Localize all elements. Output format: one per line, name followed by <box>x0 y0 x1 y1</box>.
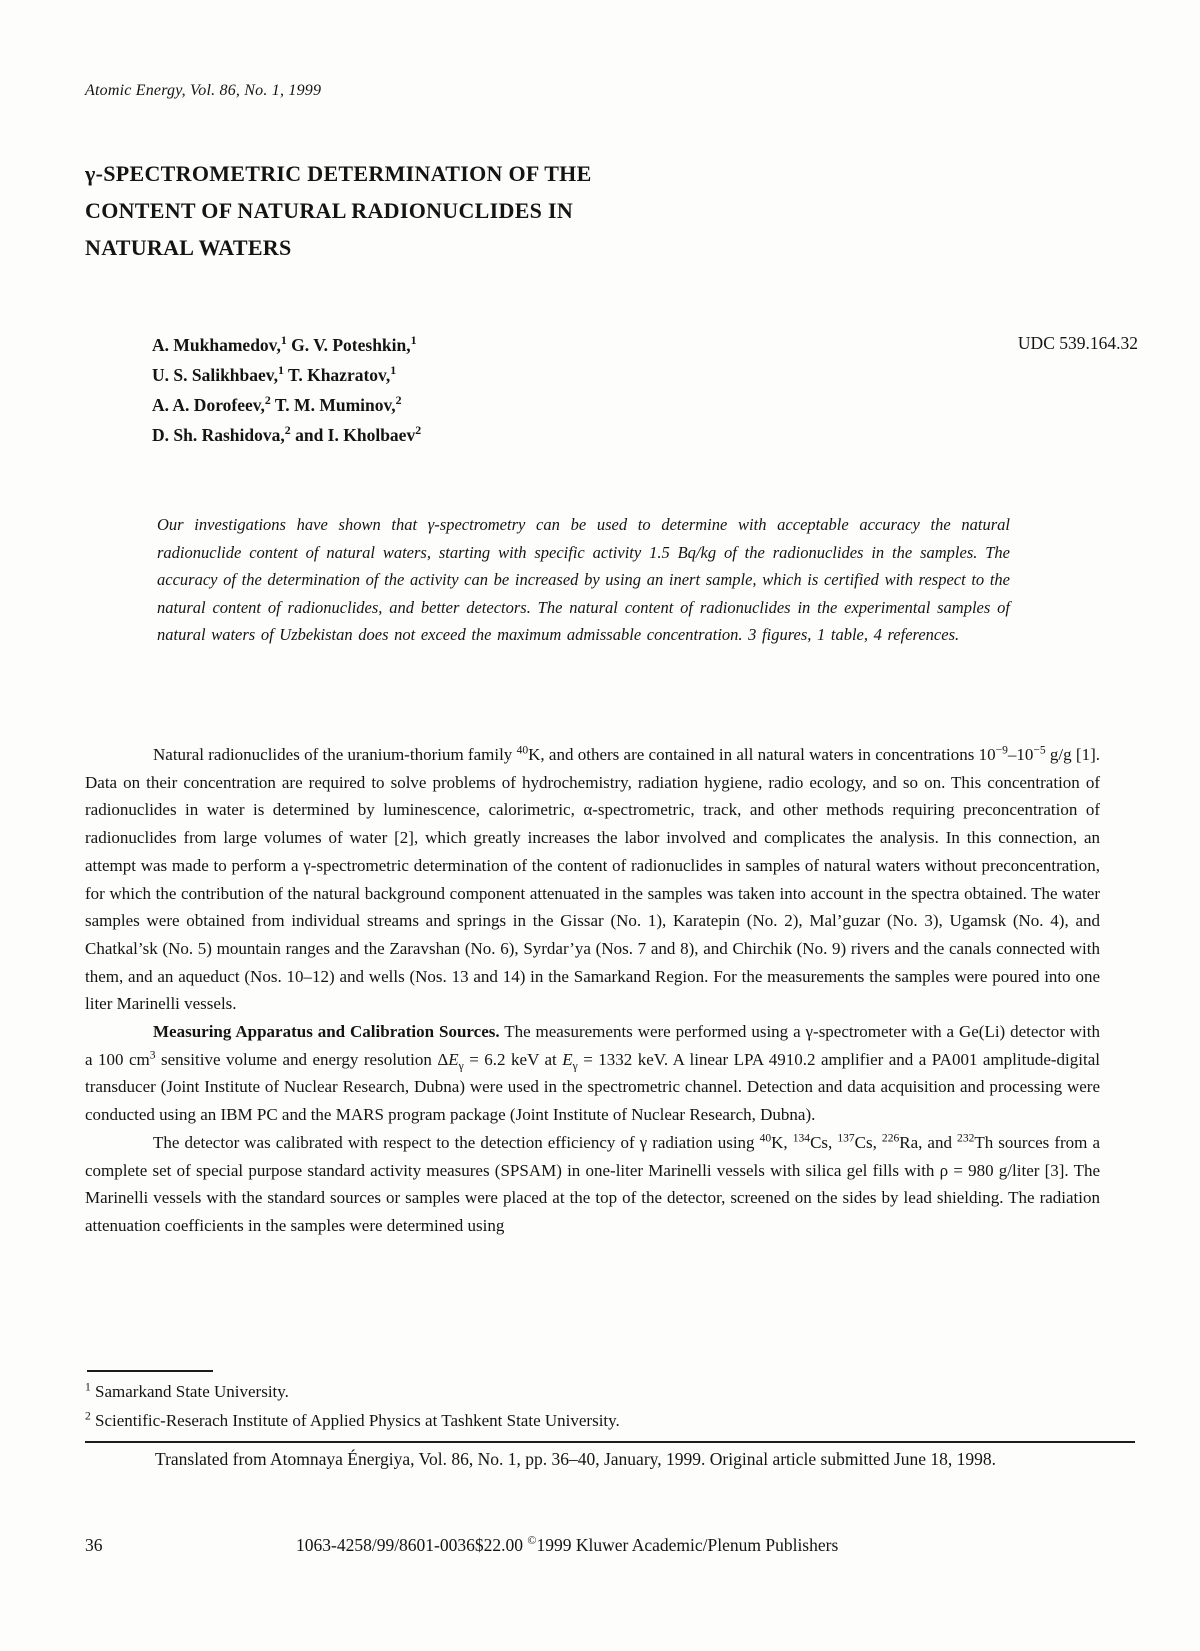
page-number: 36 <box>85 1535 103 1555</box>
paper-title-line: CONTENT OF NATURAL RADIONUCLIDES IN <box>85 198 574 223</box>
footnote-block <box>85 1377 620 1435</box>
udc-number: UDC 539.164.32 <box>1017 333 1138 353</box>
abstract-text: Our investigations have shown that γ-spectrometry can be used to determine with acceptable accuracy the natural radionuclide content of natural waters, starting with specific activity 1.5 Bq/kg of the radionuclides in the samples. The accuracy of the determination of the activity can be increased by using an inert sample, which is certified with respect to the natural content of radionuclides, and better detectors. The natural content of radionuclides in the experimental samples of natural waters of Uzbekistan does not exceed the maximum admissable concentration. 3 figures, 1 table, 4 references. <box>157 515 1010 644</box>
footnote-rule <box>87 1370 213 1372</box>
body-paragraph: Natural radionuclides of the uranium-thorium family $^{40}$K, and others are contained in all natural waters in concentrations $10^{-9}-10^{-5}$ g/g [1]. Data on their concentration are required to solve problems of hydrochemistry, radiation hygiene, radio ecology, and so on. This concentration of radionuclides in water is determined by luminescence, calorimetric, α-spectrometric, track, and other methods requiring preconcentration of radionuclides from large volumes of water [2], which greatly increases the labor involved and complicates the analysis. In this connection, an attempt was made to perform a γ-spectrometric determination of the content of radionuclides in samples of natural waters without preconcentration, for which the contribution of the natural background component attenuated in the samples was taken into account in the spectra obtained. The water samples were obtained from individual streams and springs in the Gissar (No. 1), Karatepin (No. 2), Mal’guzar (No. 3), Ugamsk (No. 4), and Chatkal’sk (No. 5) mountain ranges and the Zaravshan (No. 6), Syrdar’ya (Nos. 7 and 8), and Chirchik (No. 9) rivers and the canals connected with them, and an aqueduct (Nos. 10–12) and wells (Nos. 13 and 14) in the Samarkand Region. For the measurements the samples were poured into one liter Marinelli vessels. <box>85 743 1100 1014</box>
author-line: A. A. Dorofeev,$^2$ T. M. Muminov,$^2$ <box>152 393 402 415</box>
separator-rule <box>85 1441 1135 1443</box>
author-line: U. S. Salikhbaev,$^1$ T. Khazratov,$^1$ <box>152 363 397 385</box>
author-line: A. Mukhamedov,$^1$ G. V. Poteshkin,$^1$ <box>152 333 417 355</box>
author-block <box>152 330 421 450</box>
body-paragraph: The detector was calibrated with respect to the detection efficiency of γ radiation using $^{40}$K, $^{134}$Cs, $^{137}$Cs, $^{226}$Ra, and $^{232}$Th sources from a complete set of special purpose standard activity measures (SPSAM) in one-liter Marinelli vessels with silica gel fills with ρ = 980 g/liter [3]. The Marinelli vessels with the standard sources or samples were placed at the top of the detector, screened on the sides by lead shielding. The radiation attenuation coefficients in the samples were determined using <box>85 1131 1100 1235</box>
footnote-item: $^2$ Scientific-Reserach Institute of Applied Physics at Tashkent State University. <box>85 1409 620 1430</box>
body-paragraph: Measuring Apparatus and Calibration Sources. The measurements were performed using a γ-spectrometer with a Ge(Li) detector with a 100 $cm^3$ sensitive volume and energy resolution $\Delta E_\gamma = 6.2$ keV at $E_\gamma = 1332$ keV. A linear LPA 4910.2 amplifier and a PA001 amplitude-digital transducer (Joint Institute of Nuclear Research, Dubna) were used in the spectrometric channel. Detection and data acquisition and processing were conducted using an IBM PC and the MARS program package (Joint Institute of Nuclear Research, Dubna). <box>85 1022 1100 1125</box>
journal-header: Atomic Energy, Vol. 86, No. 1, 1999 <box>85 82 322 99</box>
article-body <box>85 741 1100 1240</box>
page-title <box>85 155 592 266</box>
paper-title-line: NATURAL WATERS <box>85 235 292 260</box>
paper-title-line: γ-SPECTROMETRIC DETERMINATION OF THE <box>85 161 592 186</box>
translation-note: Translated from Atomnaya Énergiya, Vol. 86, No. 1, pp. 36–40, January, 1999. Original article submitted June 18, 1998. <box>155 1449 997 1469</box>
footnote-item: $^1$ Samarkand State University. <box>85 1380 289 1401</box>
copyright-line: 1063-4258/99/8601-0036$22.00 ©1999 Kluwer Academic/Plenum Publishers <box>296 1533 839 1555</box>
author-line: D. Sh. Rashidova,$^2$ and I. Kholbaev$^2$ <box>152 423 422 445</box>
